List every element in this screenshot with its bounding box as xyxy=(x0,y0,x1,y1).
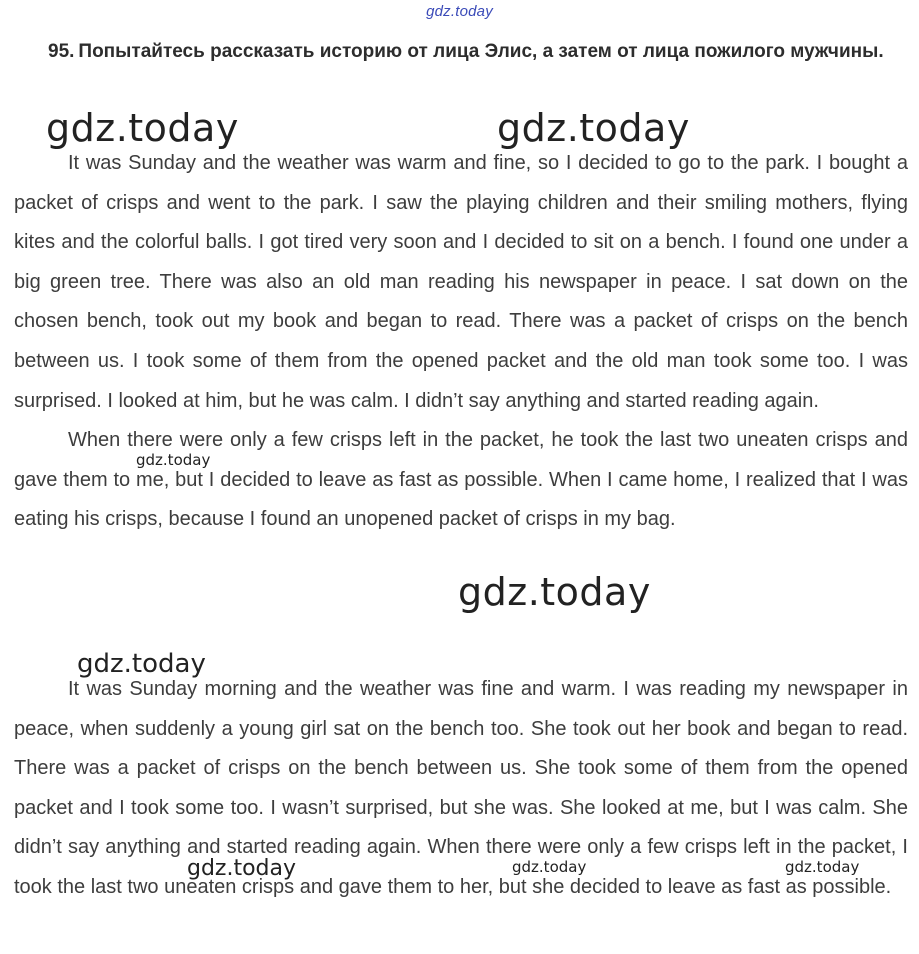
story-alice-paragraph-1: It was Sunday and the weather was warm and fine, so I decided to go to the park. I bought a packet of crisps and went to the park. I saw the playing children and their smiling mothers, flying kites and the colorful balls. I got tired very soon and I decided to sit on a bench. I found one under a big green tree. There was also an old man reading his newspaper in peace. I sat down on the chosen bench, took out my book and began to read. There was a packet of crisps on the bench between us. I took some of them from the opened packet and the old man took some too. I was surprised. I looked at him, but he was calm. I didn’t say anything and started reading again. xyxy=(14,152,908,412)
watermark: gdz.today xyxy=(785,858,860,876)
watermark: gdz.today xyxy=(512,858,587,876)
top-watermark: gdz.today xyxy=(426,3,493,20)
watermark: gdz.today xyxy=(497,106,690,150)
task-text: Попытайтесь рассказать историю от лица Элис, а затем от лица пожилого мужчины. xyxy=(78,41,884,62)
story-alice xyxy=(14,144,908,540)
task-heading xyxy=(48,32,908,72)
task-number: 95. xyxy=(48,41,75,62)
watermark: gdz.today xyxy=(77,649,206,679)
watermark: gdz.today xyxy=(187,856,297,881)
watermark: gdz.today xyxy=(46,106,239,150)
story-old-man-paragraph-1: It was Sunday morning and the weather was fine and warm. I was reading my newspaper in peace, when suddenly a young girl sat on the bench too. She took out her book and began to read. There was a packet of crisps on the bench between us. She took some of them from the opened packet and I took some too. I wasn’t surprised, but she was. She looked at me, but I was calm. She didn’t say anything and started reading again. When there were only a few crisps left in the packet, I took the last two uneaten crisps and gave them to her, but she decided to leave as fast as possible. xyxy=(14,678,908,898)
watermark: gdz.today xyxy=(458,570,651,614)
watermark: gdz.today xyxy=(136,451,211,469)
story-old-man xyxy=(14,670,908,908)
story-alice-paragraph-2: When there were only a few crisps left in the packet, he took the last two uneaten crisps and gave them to me, but I decided to leave as fast as possible. When I came home, I realized that I was eating his crisps, because I found an unopened packet of crisps in my bag. xyxy=(14,429,908,531)
